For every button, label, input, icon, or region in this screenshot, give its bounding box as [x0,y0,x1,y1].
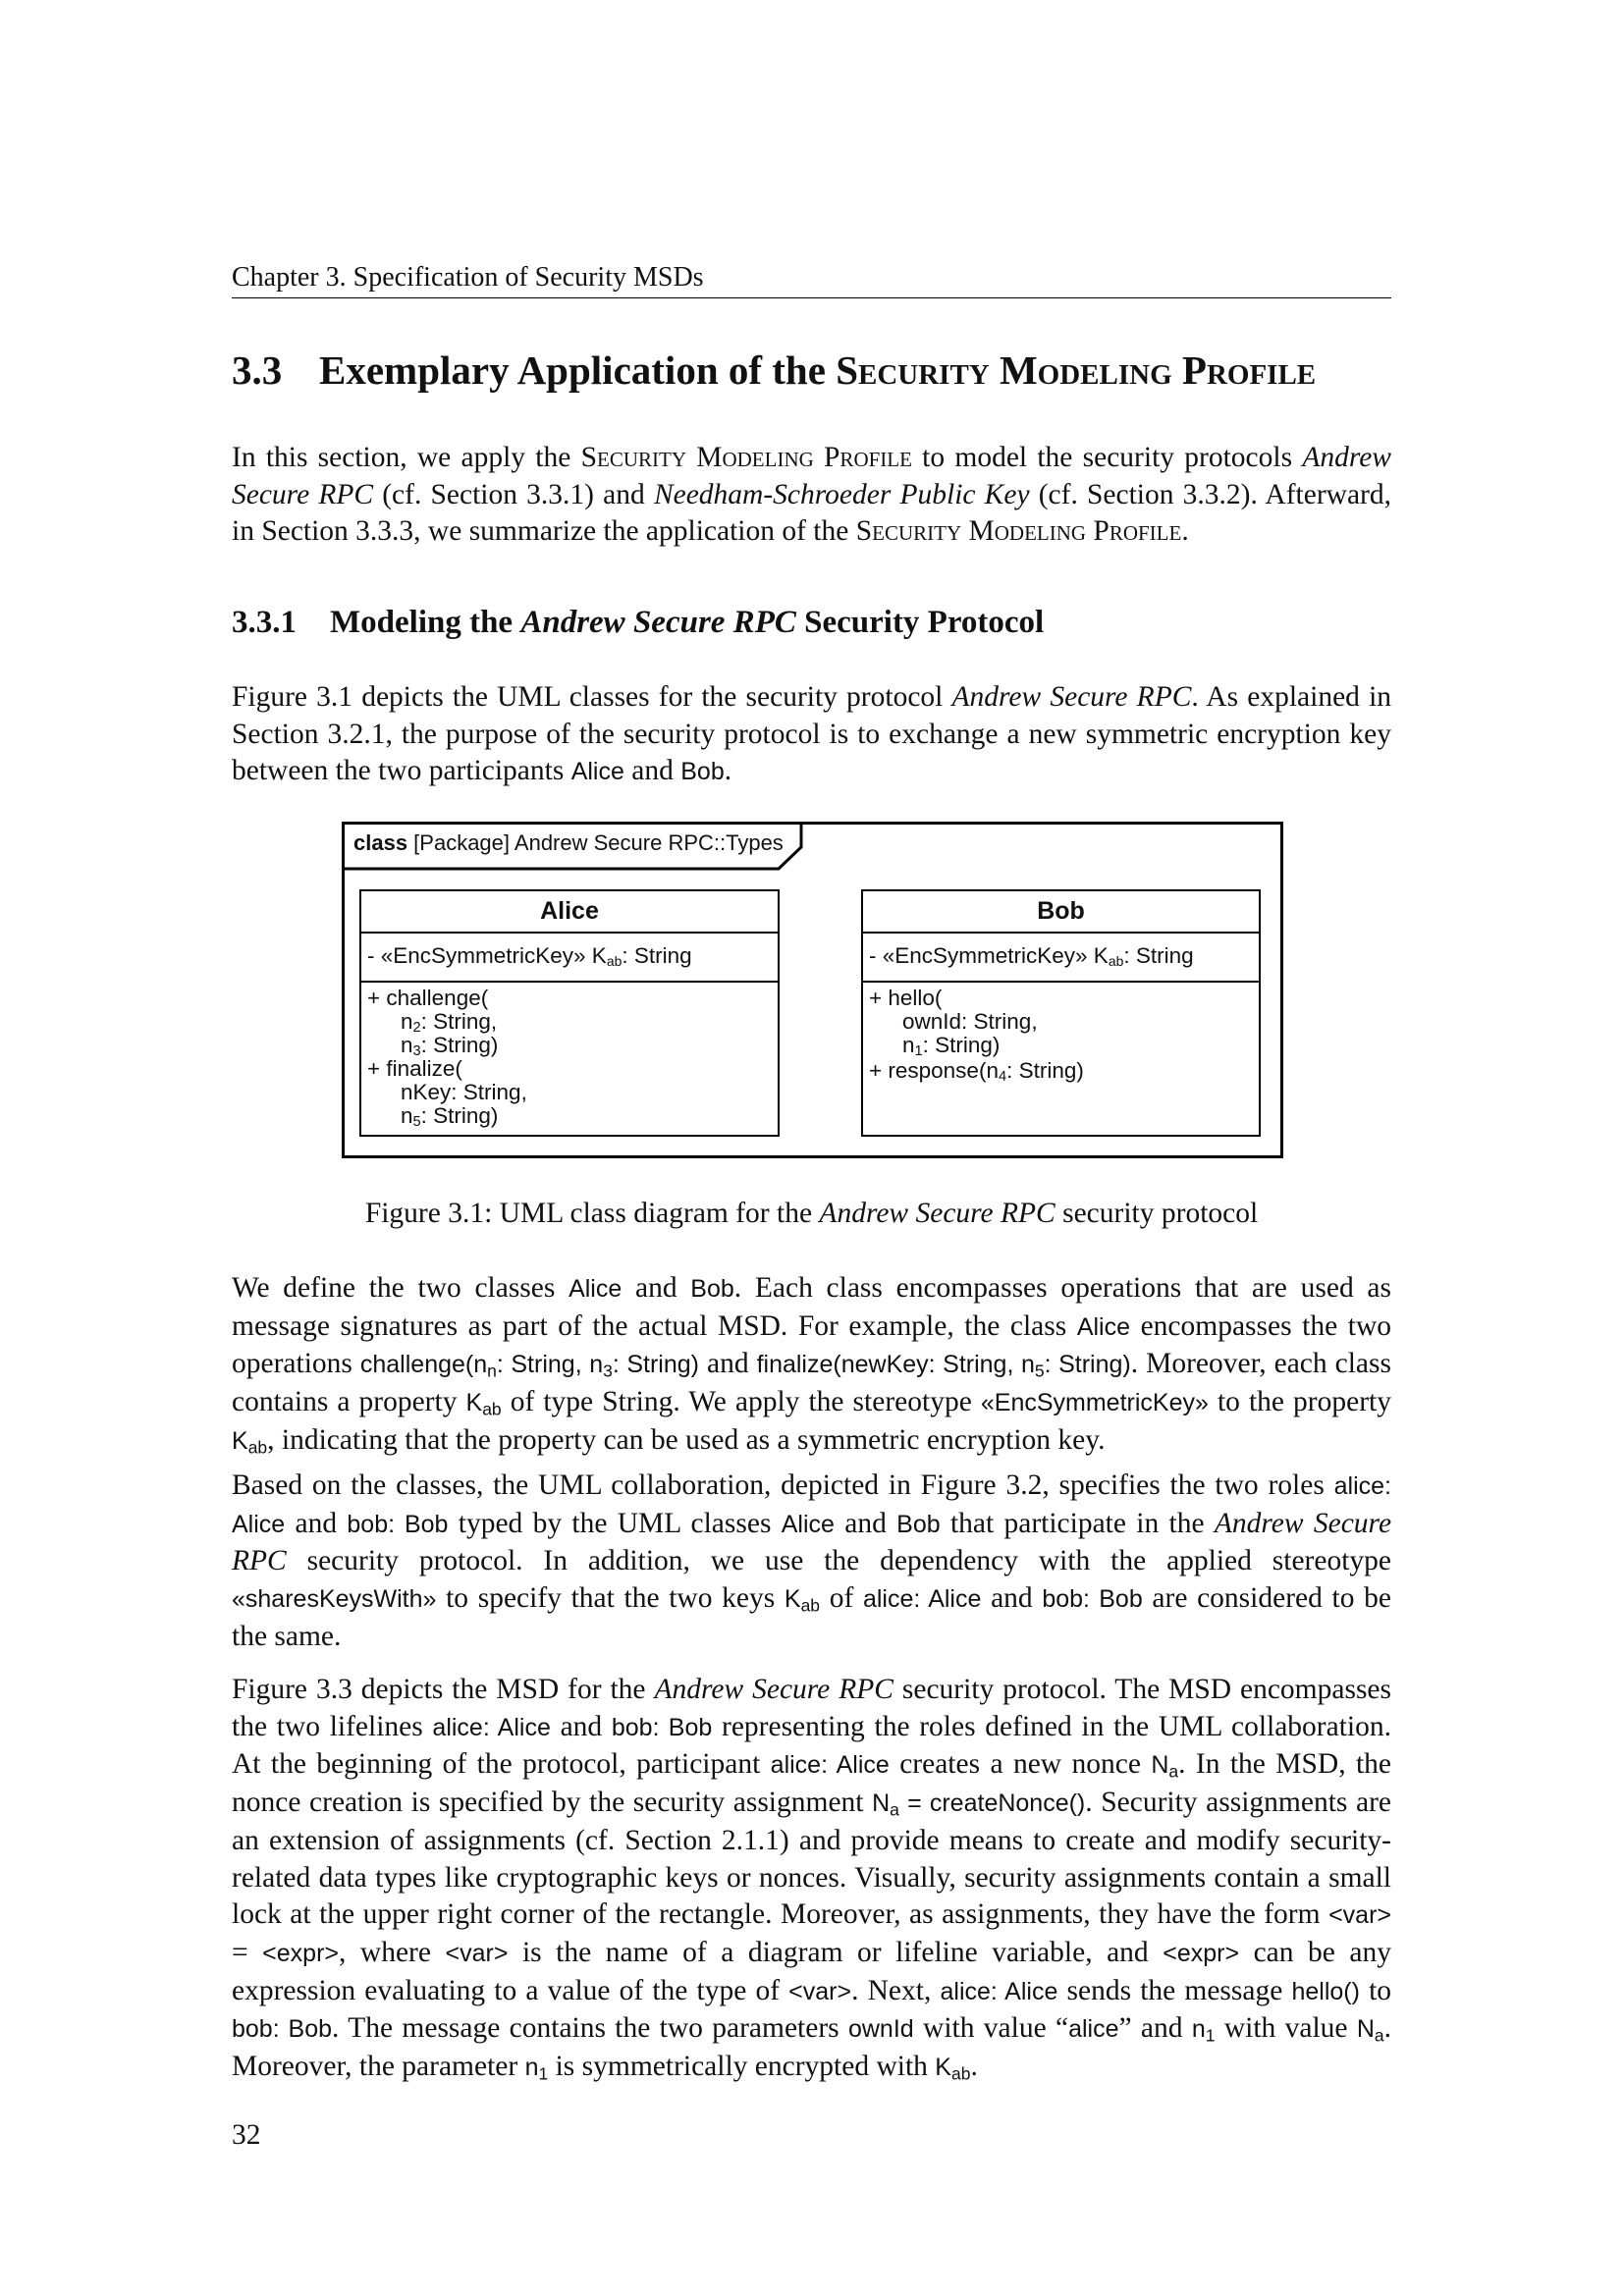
section-title-prefix: Exemplary Application of the [319,347,837,393]
uml-class-bob [861,889,1261,1137]
class-attributes [863,934,1259,983]
k-sub: ab [800,1595,821,1616]
operation-param [869,1034,1253,1057]
text: representing the roles defined in the UML collaboration. At the beginning of the protocol, participant [232,1710,1391,1781]
frame-label [353,829,784,857]
expr-token: <expr> [1163,1939,1240,1967]
op-sub: 4 [998,1068,1007,1085]
class-name: Alice [1076,1312,1130,1341]
k: K [784,1585,801,1614]
text: Based on the classes, the UML collaboration, depicted in Figure 3.2, specifies the two roles [232,1469,1334,1501]
k-sub: ab [482,1399,502,1419]
operation-line [869,987,1253,1010]
subsection-number: 3.3.1 [232,605,297,640]
nonce-na [1356,2015,1384,2046]
section-number: 3.3 [232,347,283,393]
profile-name: Security Modeling Profile [580,442,912,473]
stereotype: «EncSymmetricKey» [980,1389,1209,1417]
n: n [1191,2015,1206,2044]
protocol-name: Andrew Secure RPC [951,681,1192,713]
op: challenge(n [359,1351,488,1379]
op-sub: 3 [603,1361,613,1381]
property-kab [232,1426,268,1458]
text: . Security assignments are an extension of assignments (cf. Section 2.1.1) and provide means to create and modify security-related data types like cryptographic keys or nonces. Visually, security assignments contain a small lock at the upper right corner of the rectangle. Moreover, as assignments, they have the form [232,1787,1391,1931]
k: K [465,1389,483,1417]
op-text: n [902,1033,915,1057]
op-sub: 5 [412,1113,421,1130]
k: K [935,2054,951,2082]
text: . As explained in Section 3.2.1, the purpose of the security protocol is to exchange a new symmetric encryption key between the two participants [232,681,1392,787]
text: encompasses the two operations [232,1309,1392,1380]
message-name: hello() [1291,1977,1360,2005]
text: (cf. Section 3.3.1) and [373,478,654,510]
role: alice: Alice [232,1472,1391,1538]
class-name: Bob [680,758,725,786]
text: to [1359,1974,1392,2006]
protocol-name: Needham-Schroeder Public Key [653,478,1030,510]
operation-param [869,1010,1253,1034]
operation-signature [756,1351,1131,1381]
text: is the name of a diagram or lifeline variable, and [508,1936,1164,1968]
text: that participate in the [940,1507,1215,1539]
attribute-subscript: ab [1108,952,1124,969]
text: security protocol. In addition, we use the dependency with the applied stereotype [286,1545,1391,1577]
text: are considered to be the same. [232,1582,1392,1652]
text: security protocol. The MSD encompasses the two lifelines [232,1674,1392,1742]
op-rest: : String) [1006,1058,1084,1083]
var-token: <var> [445,1939,509,1967]
op-text: + finalize( [367,1056,462,1081]
op-text: n [401,1033,413,1057]
operation-param [367,1081,772,1104]
assign-expr: = createNonce() [898,1789,1086,1818]
op-sub: 1 [914,1042,923,1059]
class-name: Alice [781,1510,835,1538]
class-name: Alice [570,758,624,786]
classes-paragraph [232,1270,1391,1461]
frame-keyword: class [353,830,408,855]
op-text: + hello( [869,986,943,1010]
var-token: <var> [788,1977,852,2005]
operation-param [367,1104,772,1128]
op-text: n [401,1009,413,1034]
text: . [1181,515,1189,548]
n: n [524,2054,539,2082]
text: . In the MSD, the nonce creation is specified by the security assignment [232,1748,1392,1819]
text: sends the message [1057,1974,1292,2006]
attribute-text: - «EncSymmetricKey» K [367,943,607,968]
text: can be any expression evaluating to a value of the type of [232,1936,1392,2006]
lifeline: alice: Alice [432,1713,551,1741]
operation-signature [359,1351,699,1381]
page-number: 32 [232,2119,261,2151]
expr-token: <expr> [262,1939,340,1967]
op-text: + response(n [869,1058,999,1083]
text: Figure 3.3 depicts the MSD for the [232,1674,655,1705]
text: with value [1215,2012,1357,2045]
class-operations [863,983,1259,1083]
text: and [834,1507,897,1539]
section-heading [232,346,1316,395]
text: to model the security protocols [911,442,1303,473]
text: Figure 3.1 depicts the UML classes for the security protocol [232,681,952,713]
op: : String) [1044,1351,1131,1379]
parameter-n1 [524,2054,549,2084]
text: and [698,1348,757,1380]
text: and [981,1582,1043,1615]
lifeline: alice: Alice [770,1751,890,1780]
lifeline: bob: Bob [232,2015,333,2044]
role: bob: Bob [1042,1585,1143,1614]
caption-text: security protocol [1055,1198,1259,1229]
op-rest: : String) [420,1103,499,1128]
protocol-name: Andrew Secure RPC [654,1674,893,1705]
text: . Each class encompasses operations that are used as message signatures as part of the actual MSD. For example, the class [232,1272,1391,1342]
attribute-text: - «EncSymmetricKey» K [869,943,1109,968]
lifeline: alice: Alice [940,1977,1058,2005]
text: , where [339,1936,446,1968]
op: : String) [612,1351,699,1379]
uml-class-diagram [342,822,1283,1158]
n: N [1356,2015,1375,2044]
parameter-value: alice [1068,2015,1119,2044]
n-sub: a [890,1799,899,1820]
uml-class-alice [359,889,780,1137]
msd-paragraph [232,1672,1391,2087]
subsection-title-italic: Andrew Secure RPC [520,605,796,640]
text: . [970,2051,978,2083]
caption-italic: Andrew Secure RPC [819,1198,1056,1229]
operation-line [367,1057,772,1081]
class-name: Alice [568,1275,623,1303]
figure-caption [232,1196,1391,1231]
security-assignment [872,1789,1086,1820]
k-sub: ab [247,1437,268,1458]
frame-label-text: [Package] Andrew Secure RPC::Types [407,830,784,855]
collaboration-paragraph [232,1468,1391,1656]
text: . Moreover, each class contains a property [232,1348,1391,1418]
attribute-subscript: ab [606,952,623,969]
class-attributes [361,934,778,983]
text: , indicating that the property can be used as a symmetric encryption key. [267,1423,1106,1456]
property-kab [935,2054,971,2084]
n-sub: a [1168,1761,1179,1782]
nonce-na [1151,1751,1179,1782]
lifeline: bob: Bob [611,1713,713,1741]
text: . [724,755,732,787]
text: creates a new nonce [889,1748,1152,1781]
text: typed by the UML classes [448,1507,782,1539]
op: finalize(newKey: String, n [756,1351,1035,1379]
op-text: ownId: String, [902,1009,1038,1034]
intro-paragraph [232,440,1391,551]
operation-line [869,1059,1253,1083]
running-head: Chapter 3. Specification of Security MSDs [232,261,1391,298]
property-kab [465,1389,502,1419]
text: (cf. Section 3.3.2). Afterward, in Section 3.3.3, we summarize the application of the [232,478,1391,548]
role: bob: Bob [347,1510,449,1538]
text: to specify that the two keys [436,1582,785,1615]
text: . The message contains the two parameters [332,2012,848,2045]
parameter-name: ownId [847,2015,914,2044]
op-rest: : String) [922,1033,1001,1057]
text: of [820,1582,863,1615]
k-sub: ab [950,2063,971,2084]
operation-param [367,1010,772,1034]
text: ” and [1118,2012,1192,2045]
operation-param [367,1034,772,1057]
class-name: Alice [361,891,778,934]
op-text: + challenge( [367,986,489,1010]
figure-intro-paragraph [232,679,1391,791]
op-rest: : String) [420,1033,499,1057]
text: In this section, we apply the [232,442,581,473]
operation-line [367,987,772,1010]
k: K [232,1426,248,1455]
n: N [1151,1751,1169,1780]
property-kab [784,1585,821,1616]
class-name: Bob [896,1510,941,1538]
n-sub: 1 [538,2063,549,2084]
text: . Moreover, the parameter [232,2012,1391,2083]
op-sub: 3 [412,1042,421,1059]
text: to the property [1208,1386,1391,1418]
class-name: Bob [863,891,1259,934]
var-token: <var> [1328,1901,1391,1930]
stereotype: «sharesKeysWith» [232,1585,437,1614]
subsection-title-suffix: Security Protocol [795,605,1045,640]
text: is symmetrically encrypted with [548,2051,936,2083]
op-text: n [401,1103,413,1128]
text: . Next, [851,1974,941,2006]
role: alice: Alice [862,1585,982,1614]
n-sub: a [1374,2025,1384,2046]
parameter-n1 [1191,2015,1216,2046]
diagram-frame-tab [342,822,801,870]
n: N [872,1789,891,1818]
op-text: nKey: String, [401,1080,527,1104]
subsection-title-prefix: Modeling the [330,605,521,640]
text: and [622,1272,691,1304]
protocol-name: Andrew Secure RPC [232,442,1391,510]
text: We define the two classes [232,1272,569,1304]
text: with value “ [913,2012,1069,2045]
subsection-heading [232,603,1044,642]
text: and [623,755,681,787]
op: : String, n [496,1351,604,1379]
text: and [550,1710,612,1742]
profile-name: Security Modeling Profile [855,515,1182,548]
protocol-name: Andrew Secure RPC [232,1507,1392,1577]
op-sub: n [487,1361,497,1381]
section-title-smallcaps: Security Modeling Profile [836,347,1317,393]
op-sub: 2 [412,1019,421,1036]
text: of type String. We apply the stereotype [501,1386,981,1418]
n-sub: 1 [1205,2025,1216,2046]
op-rest: : String, [420,1009,498,1034]
text: = [232,1936,263,1968]
op-sub: 5 [1034,1361,1045,1381]
class-operations [361,983,778,1128]
attribute-type: : String [622,943,692,968]
attribute-type: : String [1123,943,1194,968]
text: and [285,1507,348,1539]
caption-text: Figure 3.1: UML class diagram for the [364,1198,820,1229]
class-name: Bob [690,1275,734,1303]
